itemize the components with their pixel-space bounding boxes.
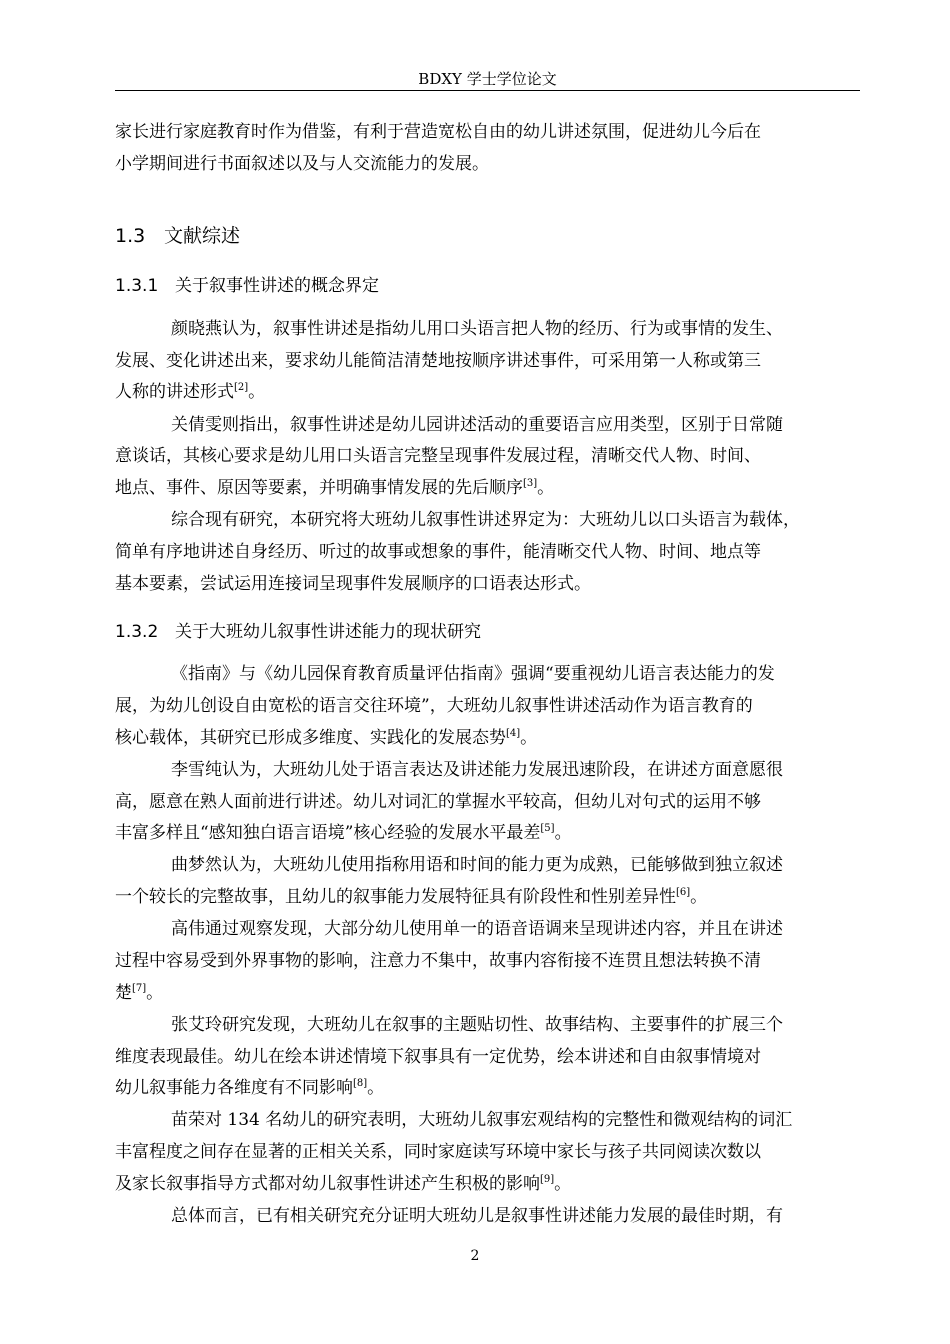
citation-ref: [7]	[132, 983, 147, 994]
citation-ref: [6]	[676, 887, 691, 898]
line-text: 曲梦然认为，大班幼儿使用指称用语和时间的能力更为成熟，已能够做到独立叙述	[171, 855, 783, 875]
line-text: 李雪纯认为，大班幼儿处于语言表达及讲述能力发展迅速阶段，在讲述方面意愿很	[171, 760, 783, 780]
line-text: 及家长叙事指导方式都对幼儿叙事性讲述产生积极的影响	[115, 1174, 540, 1194]
line-text: 维度表现最佳。幼儿在绘本讲述情境下叙事具有一定优势，绘本讲述和自由叙事情境对	[115, 1047, 761, 1067]
text-line	[115, 791, 761, 815]
line-text: 高伟通过观察发现，大部分幼儿使用单一的语音语调来呈现讲述内容，并且在讲述	[171, 919, 783, 939]
citation-ref: [9]	[540, 1174, 555, 1185]
line-text: 家长进行家庭教育时作为借鉴，有利于营造宽松自由的幼儿讲述氛围，促进幼儿今后在	[115, 122, 761, 142]
line-text: 苗荣对 134 名幼儿的研究表明，大班幼儿叙事宏观结构的完整性和微观结构的词汇	[171, 1110, 793, 1130]
line-text: 地点、事件、原因等要素，并明确事情发展的先后顺序	[115, 478, 523, 498]
text-line	[115, 573, 591, 597]
line-punctuation: 。	[554, 1174, 572, 1194]
text-line	[115, 982, 163, 1006]
line-text: 核心载体，其研究已形成多维度、实践化的发展态势	[115, 728, 506, 748]
line-text: 楚	[115, 983, 132, 1003]
text-line	[115, 663, 775, 687]
line-text: 过程中容易受到外界事物的影响，注意力不集中，故事内容衔接不连贯且想法转换不清	[115, 951, 761, 971]
citation-ref: [4]	[506, 728, 521, 739]
line-punctuation: 。	[537, 478, 555, 498]
citation-ref: [8]	[353, 1078, 368, 1089]
text-line	[115, 121, 761, 145]
text-line	[115, 822, 572, 846]
line-punctuation: 。	[690, 887, 708, 907]
line-punctuation: 。	[248, 382, 266, 402]
line-punctuation: 。	[146, 983, 164, 1003]
heading-title: 关于叙事性讲述的概念界定	[175, 276, 379, 296]
citation-ref: [5]	[540, 823, 555, 834]
line-punctuation: 。	[367, 1078, 385, 1098]
line-text: 简单有序地讲述自身经历、听过的故事或想象的事件，能清晰交代人物、时间、地点等	[115, 542, 761, 562]
text-line	[115, 1077, 384, 1101]
text-line	[115, 541, 761, 565]
line-text: 发展、变化讲述出来，要求幼儿能简洁清楚地按顺序讲述事件，可采用第一人称或第三	[115, 351, 761, 371]
heading-number: 1.3.1	[115, 276, 159, 296]
text-line	[115, 950, 761, 974]
text-line	[115, 153, 489, 177]
text-line	[115, 381, 265, 405]
heading-title: 关于大班幼儿叙事性讲述能力的现状研究	[175, 622, 481, 642]
line-text: 总体而言，已有相关研究充分证明大班幼儿是叙事性讲述能力发展的最佳时期，有	[171, 1206, 783, 1226]
text-line	[115, 854, 783, 878]
text-line	[115, 318, 783, 342]
subsection-heading	[115, 621, 481, 643]
subsection-heading	[115, 275, 379, 297]
text-line	[115, 350, 761, 374]
text-line	[115, 918, 783, 942]
line-text: 《指南》与《幼儿园保育教育质量评估指南》强调“要重视幼儿语言表达能力的发	[171, 664, 775, 684]
line-text: 关倩雯则指出，叙事性讲述是幼儿园讲述活动的重要语言应用类型，区别于日常随	[171, 415, 783, 435]
text-line	[115, 1109, 792, 1133]
text-line	[115, 509, 800, 533]
text-line	[115, 477, 554, 501]
text-line	[115, 414, 783, 438]
line-text: 人称的讲述形式	[115, 382, 234, 402]
line-text: 丰富多样且“感知独白语言语境”核心经验的发展水平最差	[115, 823, 541, 843]
page-number: 2	[470, 1248, 480, 1264]
text-line	[115, 759, 783, 783]
line-text: 基本要素，尝试运用连接词呈现事件发展顺序的口语表达形式。	[115, 574, 591, 594]
text-line	[115, 1014, 783, 1038]
line-text: 幼儿叙事能力各维度有不同影响	[115, 1078, 353, 1098]
line-text: 颜晓燕认为，叙事性讲述是指幼儿用口头语言把人物的经历、行为或事情的发生、	[171, 319, 783, 339]
line-punctuation: 。	[554, 823, 572, 843]
line-text: 小学期间进行书面叙述以及与人交流能力的发展。	[115, 154, 489, 174]
citation-ref: [3]	[523, 478, 538, 489]
line-text: 高，愿意在熟人面前进行讲述。幼儿对词汇的掌握水平较高，但幼儿对句式的运用不够	[115, 792, 761, 812]
line-text: 一个较长的完整故事，且幼儿的叙事能力发展特征具有阶段性和性别差异性	[115, 887, 676, 907]
line-text: 综合现有研究，本研究将大班幼儿叙事性讲述界定为：大班幼儿以口头语言为载体，	[171, 510, 800, 530]
text-line	[115, 1141, 761, 1165]
section-heading	[115, 224, 240, 248]
line-text: 展，为幼儿创设自由宽松的语言交往环境”，大班幼儿叙事性讲述活动作为语言教育的	[115, 696, 753, 716]
line-text: 丰富程度之间存在显著的正相关关系，同时家庭读写环境中家长与孩子共同阅读次数以	[115, 1142, 761, 1162]
line-text: 意谈话，其核心要求是幼儿用口头语言完整呈现事件发展过程，清晰交代人物、时间、	[115, 446, 761, 466]
heading-number: 1.3	[115, 225, 146, 247]
heading-number: 1.3.2	[115, 622, 159, 642]
text-line	[115, 695, 753, 719]
text-line	[115, 886, 707, 910]
header-rule	[115, 90, 860, 91]
line-text: 张艾玲研究发现，大班幼儿在叙事的主题贴切性、故事结构、主要事件的扩展三个	[171, 1015, 783, 1035]
heading-title: 文献综述	[164, 225, 241, 247]
line-punctuation: 。	[520, 728, 538, 748]
citation-ref: [2]	[234, 382, 249, 393]
running-header: BDXY 学士学位论文	[418, 70, 557, 88]
text-line	[115, 1205, 783, 1229]
text-line	[115, 727, 537, 751]
text-line	[115, 1046, 761, 1070]
text-line	[115, 445, 761, 469]
text-line	[115, 1173, 571, 1197]
